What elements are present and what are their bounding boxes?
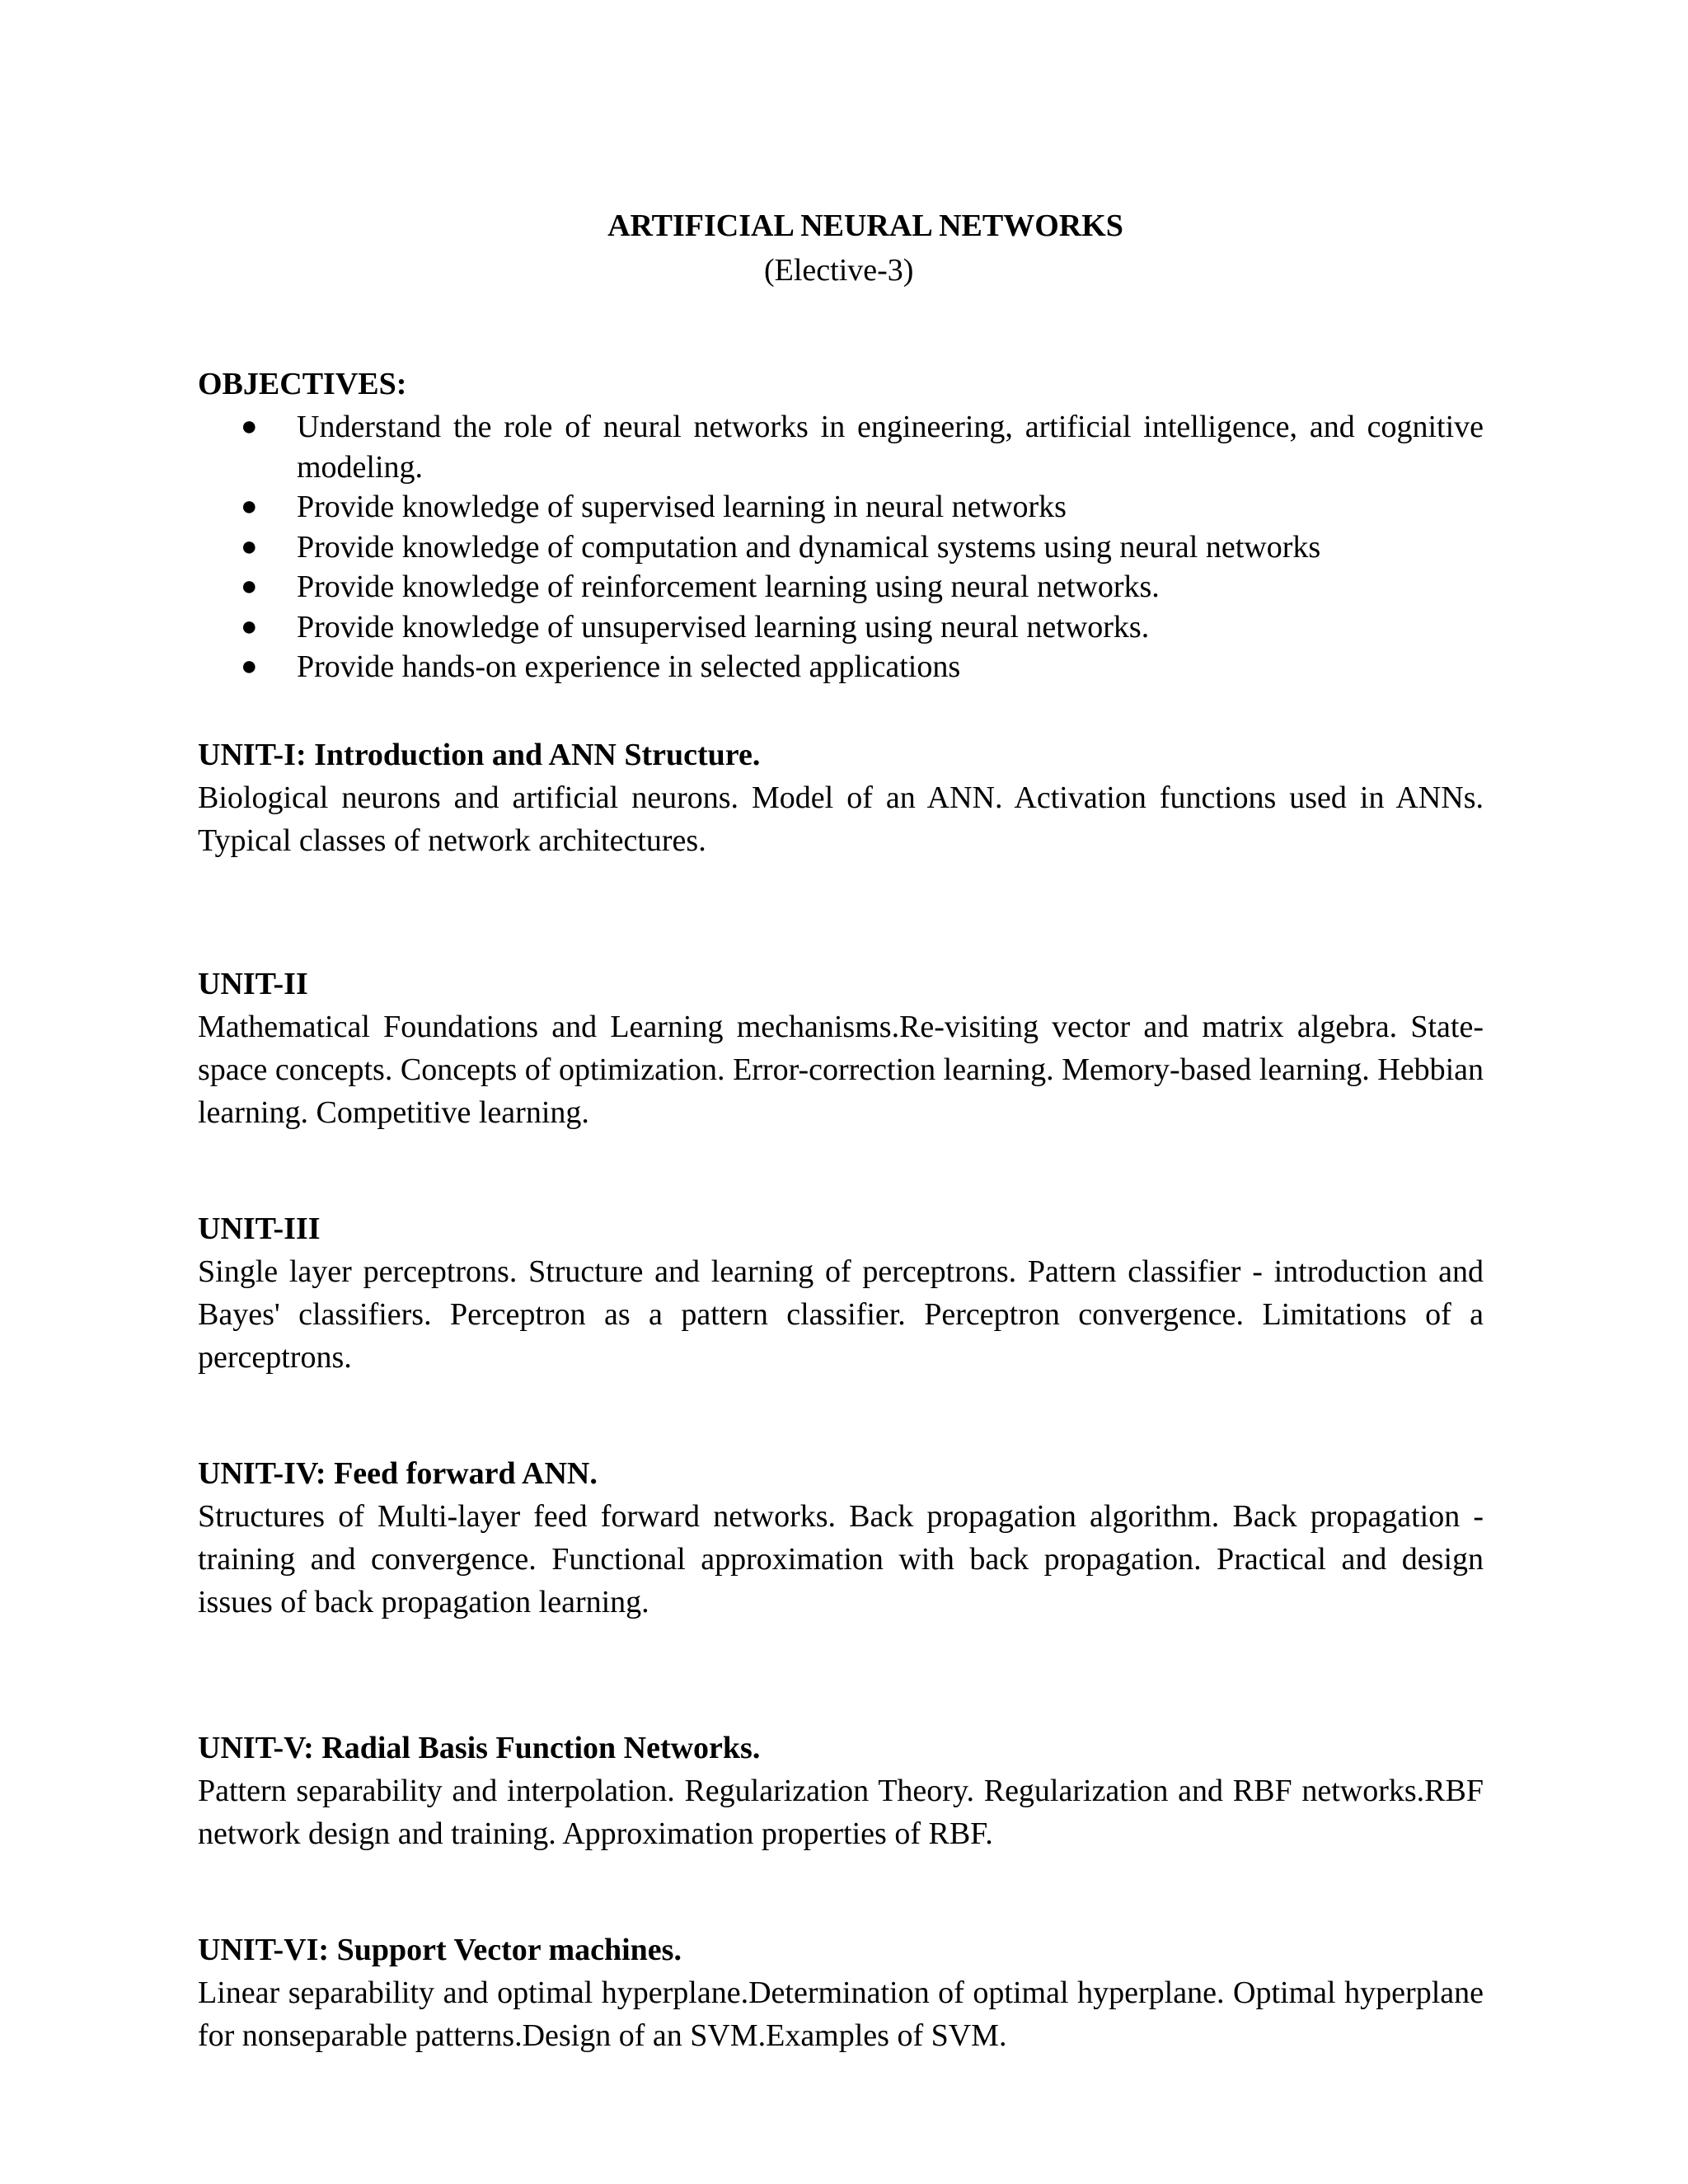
objective-text: Understand the role of neural networks in engineering, artificial intelligence, and cognitive modeling. bbox=[297, 410, 1484, 485]
objective-text: Provide hands-on experience in selected applications bbox=[297, 649, 961, 684]
objective-item bbox=[198, 607, 1484, 648]
unit-3-section bbox=[198, 1207, 1484, 1379]
unit-heading: UNIT-IV: Feed forward ANN. bbox=[198, 1456, 598, 1491]
objective-item bbox=[198, 647, 1484, 687]
bullet-icon: ● bbox=[241, 531, 258, 562]
objectives-heading: OBJECTIVES: bbox=[198, 367, 407, 401]
objective-text: Provide knowledge of supervised learning in neural networks bbox=[297, 490, 1067, 524]
bullet-icon: ● bbox=[241, 571, 258, 602]
unit-2-section bbox=[198, 963, 1484, 1134]
objective-item bbox=[198, 527, 1484, 568]
page-subtitle: (Elective-3) bbox=[764, 253, 914, 288]
unit-heading: UNIT-II bbox=[198, 967, 308, 1001]
objectives-list bbox=[198, 407, 1484, 687]
bullet-icon: ● bbox=[241, 651, 258, 682]
bullet-icon: ● bbox=[241, 491, 258, 522]
unit-body: Pattern separability and interpolation. Regularization Theory. Regularization and RBF networks.RBF network design and training. Approximation properties of RBF. bbox=[198, 1774, 1484, 1851]
objective-item bbox=[198, 407, 1484, 487]
unit-1-section bbox=[198, 733, 1484, 862]
objective-item bbox=[198, 487, 1484, 527]
objective-item bbox=[198, 567, 1484, 607]
page-title: ARTIFICIAL NEURAL NETWORKS bbox=[607, 209, 1123, 243]
objective-text: Provide knowledge of unsupervised learning using neural networks. bbox=[297, 609, 1150, 644]
objective-text: Provide knowledge of computation and dynamical systems using neural networks bbox=[297, 529, 1321, 565]
unit-heading: UNIT-VI: Support Vector machines. bbox=[198, 1933, 682, 1967]
unit-body: Single layer perceptrons. Structure and learning of perceptrons. Pattern classifier - introduction and Bayes' classifiers. Perceptron as a pattern classifier. Perceptron convergence. Limitations of a perceptrons. bbox=[198, 1254, 1484, 1375]
objectives-section bbox=[198, 363, 1484, 687]
unit-5-section bbox=[198, 1727, 1484, 1855]
unit-4-section bbox=[198, 1452, 1484, 1624]
unit-body: Biological neurons and artificial neurons. Model of an ANN. Activation functions used in ANNs. Typical classes of network architectures. bbox=[198, 780, 1484, 858]
bullet-icon: ● bbox=[241, 611, 258, 642]
unit-heading: UNIT-V: Radial Basis Function Networks. bbox=[198, 1731, 761, 1765]
unit-body: Linear separability and optimal hyperplane.Determination of optimal hyperplane. Optimal hyperplane for nonseparable patterns.Design of an SVM.Examples of SVM. bbox=[198, 1975, 1484, 2053]
unit-body: Structures of Multi-layer feed forward networks. Back propagation algorithm. Back propagation - training and convergence. Functional approximation with back propagation. Practical and design issues of back propagation learning. bbox=[198, 1499, 1484, 1619]
objective-text: Provide knowledge of reinforcement learning using neural networks. bbox=[297, 569, 1160, 604]
unit-heading: UNIT-I: Introduction and ANN Structure. bbox=[198, 738, 761, 772]
bullet-icon: ● bbox=[241, 411, 258, 442]
unit-body: Mathematical Foundations and Learning mechanisms.Re-visiting vector and matrix algebra. State-space concepts. Concepts of optimization. Error-correction learning. Memory-based learning. Hebbian learning. Competitive learning. bbox=[198, 1010, 1484, 1130]
unit-6-section bbox=[198, 1929, 1484, 2057]
unit-heading: UNIT-III bbox=[198, 1212, 321, 1246]
